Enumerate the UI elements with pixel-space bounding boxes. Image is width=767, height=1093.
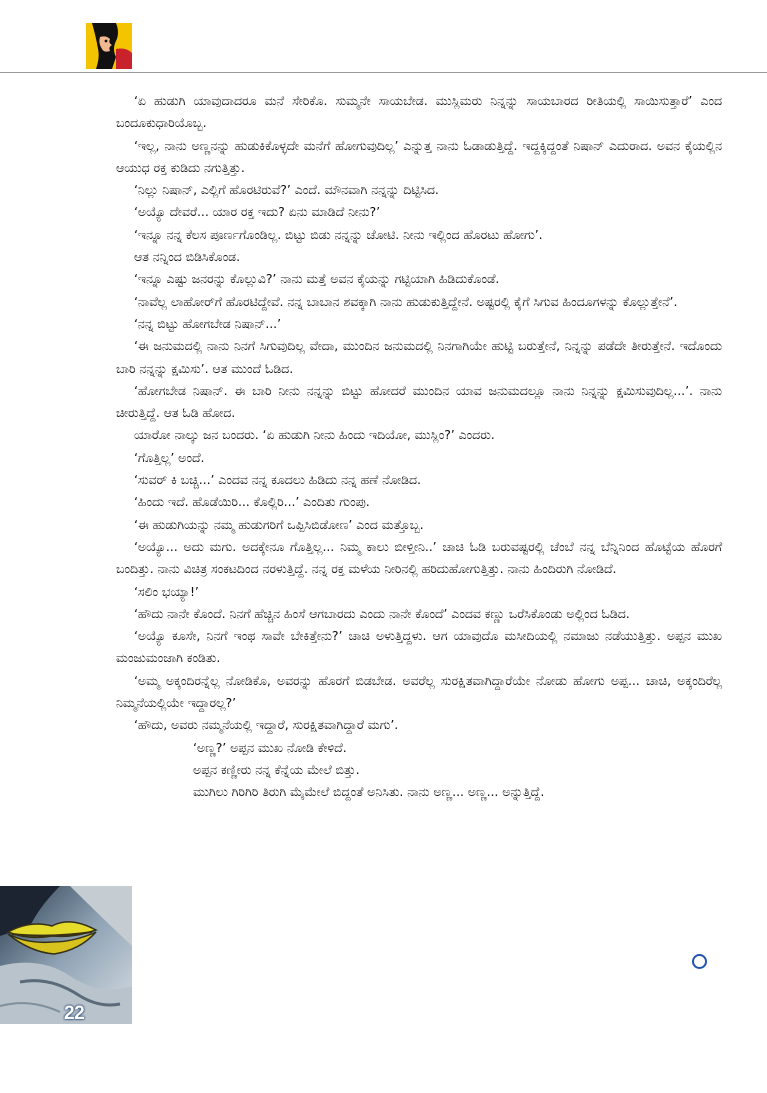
magazine-logo-icon bbox=[86, 23, 132, 69]
paragraph: ‘ಅಯ್ಯೊ... ಅದು ಮಗು. ಅದಕ್ಕೇನೂ ಗೊತ್ತಿಲ್ಲ... ನಿಮ್ಮ ಕಾಲು ಬೀಳ್ತೀನಿ..’ ಚಾಚಿ ಓಡಿ ಬರುವಷ್ಟರಲ್ಲಿ ಚೆಂಬೆ ನನ್ನ ಬೆನ್ನಿನಿಂದ ಹೊಟ್ಟೆಯ ಹೊರಗೆ ಬಂದಿತ್ತು. ನಾನು ವಿಚಿತ್ರ ಸಂಕಟದಿಂದ ನರಳುತ್ತಿದ್ದೆ. ನನ್ನ ರಕ್ತ ಮಳೆಯ ನೀರಿನಲ್ಲಿ ಹರಿದುಹೋಗುತ್ತಿತ್ತು. ನಾನು ಹಿಂದಿರುಗಿ ನೋಡಿದೆ. bbox=[116, 538, 722, 577]
story-body bbox=[116, 90, 722, 804]
paragraph: ‘ಅಯ್ಯೊ ಕೂಸೇ, ನಿನಗೆ ಇಂಥ ಸಾವೇ ಬೇಕಿತ್ತೇನು?’ ಚಾಚಿ ಅಳುತ್ತಿದ್ದಳು. ಆಗ ಯಾವುದೊ ಮಸೀದಿಯಲ್ಲಿ ನಮಾಜು ನಡೆಯುತ್ತಿತ್ತು. ಅಪ್ಪನ ಮುಖ ಮಂಜುಮಂಜಾಗಿ ಕಂಡಿತು. bbox=[116, 628, 722, 666]
paragraph: ‘ನಾವೆಲ್ಲ ಲಾಹೋರ್‌ಗೆ ಹೊರಟಿದ್ದೇವೆ. ನನ್ನ ಬಾಬಾನ ಶವಕ್ಕಾಗಿ ನಾನು ಹುಡುಕುತ್ತಿದ್ದೇನೆ. ಅಷ್ಟರಲ್ಲಿ ಕೈಗೆ ಸಿಗುವ ಹಿಂದೂಗಳನ್ನು ಕೊಲ್ಲುತ್ತೇನೆ’. bbox=[134, 293, 678, 309]
paragraph: ಯಾರೋ ನಾಲ್ಕು ಜನ ಬಂದರು. ‘ಏ ಹುಡುಗಿ ನೀನು ಹಿಂದು ಇದಿಯೋ, ಮುಸ್ಲಿಂ?’ ಎಂದರು. bbox=[134, 427, 495, 443]
paragraph: ‘ಈ ಹುಡುಗಿಯನ್ನು ನಮ್ಮ ಹುಡುಗರಿಗೆ ಒಪ್ಪಿಸಿಬಿಡೋಣ’ ಎಂದ ಮತ್ತೊಬ್ಬ. bbox=[134, 516, 424, 532]
page-number: 22 bbox=[64, 1003, 85, 1024]
closing-line: ‘ಅಣ್ಣ?’ ಅಪ್ಪನ ಮುಖ ನೋಡಿ ಕೇಳಿದೆ. bbox=[193, 739, 347, 755]
paragraph: ‘ನಿಲ್ಲು ನಿಷಾನ್, ಎಲ್ಲಿಗೆ ಹೊರಟಿರುವೆ?’ ಎಂದೆ. ಮೌನವಾಗಿ ನನ್ನನ್ನು ದಿಟ್ಟಿಸಿದ. bbox=[134, 182, 439, 198]
paragraph: ‘ಏ ಹುಡುಗಿ ಯಾವುದಾದರೂ ಮನೆ ಸೇರಿಕೊ. ಸುಮ್ಮನೇ ಸಾಯಬೇಡ. ಮುಸ್ಲಿಮರು ನಿನ್ನನ್ನು ಸಾಯಬಾರದ ರೀತಿಯಲ್ಲಿ ಸಾಯಿಸುತ್ತಾರೆ’ ಎಂದ ಬಂದೂಕುಧಾರಿಯೊಬ್ಬ. bbox=[116, 93, 722, 131]
paragraph: ‘ಇನ್ನೂ ಎಷ್ಟು ಜನರನ್ನು ಕೊಲ್ಲುವಿ?’ ನಾನು ಮತ್ತೆ ಅವನ ಕೈಯನ್ನು ಗಟ್ಟಿಯಾಗಿ ಹಿಡಿದುಕೊಂಡೆ. bbox=[134, 271, 500, 287]
paragraph: ‘ಗೊತ್ತಿಲ್ಲ’ ಅಂದೆ. bbox=[134, 449, 205, 465]
paragraph: ‘ಸಲಿಂ ಭಯ್ಯಾ!’ bbox=[134, 583, 199, 599]
paragraph: ‘ಸುವರ್ ಕಿ ಬಚ್ಚಿ...’ ಎಂದವ ನನ್ನ ಕೂದಲು ಹಿಡಿದು ನನ್ನ ಹಣೆ ನೋಡಿದ. bbox=[134, 472, 421, 488]
closing-line: ಮುಗಿಲು ಗಿರಿಗಿರಿ ತಿರುಗಿ ಮೈಮೇಲೆ ಬಿದ್ದಂತೆ ಅನಿಸಿತು. ನಾನು ಅಣ್ಣ... ಅಣ್ಣ... ಅನ್ನುತ್ತಿದ್ದೆ. bbox=[193, 784, 545, 800]
paragraph: ‘ಇಲ್ಲ, ನಾನು ಅಣ್ಣನನ್ನು ಹುಡುಕಿಕೊಳ್ಳದೇ ಮನೆಗೆ ಹೋಗುವುದಿಲ್ಲ’ ಎನ್ನುತ್ತ ನಾನು ಓಡಾಡುತ್ತಿದ್ದೆ. ಇದ್ದಕ್ಕಿದ್ದಂತೆ ನಿಷಾನ್ ಎದುರಾದ. ಅವನ ಕೈಯಲ್ಲಿನ ಆಯುಧ ರಕ್ತ ಕುಡಿದು ನಗುತ್ತಿತ್ತು. bbox=[116, 137, 722, 175]
closing-line: ಅಪ್ಪನ ಕಣ್ಣೀರು ನನ್ನ ಕೆನ್ನೆಯ ಮೇಲೆ ಬಿತ್ತು. bbox=[193, 761, 360, 777]
paragraph: ‘ಅಯ್ಯೊ ದೇವರೆ... ಯಾರ ರಕ್ತ ಇದು? ಏನು ಮಾಡಿದೆ ನೀನು?’ bbox=[134, 204, 380, 220]
paragraph: ‘ಹೌದು ನಾನೇ ಕೊಂದೆ. ನಿನಗೆ ಹೆಚ್ಚಿನ ಹಿಂಸೆ ಆಗಬಾರದು ಎಂದು ನಾನೇ ಕೊಂದೆ’ ಎಂದವ ಕಣ್ಣು ಒರೆಸಿಕೊಂಡು ಅಲ್ಲಿಂದ ಓಡಿದ. bbox=[134, 605, 630, 621]
paragraph: ‘ನನ್ನ ಬಿಟ್ಟು ಹೋಗಬೇಡ ನಿಷಾನ್...’ bbox=[134, 315, 281, 331]
paragraph: ‘ಹೌದು, ಅವರು ನಮ್ಮನೆಯಲ್ಲಿ ಇದ್ದಾರೆ, ಸುರಕ್ಷಿತವಾಗಿದ್ದಾರೆ ಮಗು’. bbox=[134, 717, 399, 733]
paragraph: ‘ಅಮ್ಮ ಅಕ್ಕಂದಿರನ್ನೆಲ್ಲ ನೋಡಿಕೊ, ಅವರನ್ನು ಹೊರಗೆ ಬಿಡಬೇಡ. ಅವರೆಲ್ಲ ಸುರಕ್ಷಿತವಾಗಿದ್ದಾರೆಯೇ ನೋಡು ಹೋಗು ಅಪ್ಪ... ಚಾಚಿ, ಅಕ್ಕಂದಿರೆಲ್ಲ ನಿಮ್ಮನೆಯಲ್ಲಿಯೇ ಇದ್ದಾರಲ್ಲ?’ bbox=[116, 672, 722, 711]
paragraph: ‘ಹಿಂದು ಇದೆ. ಹೊಡೆಯಿರಿ... ಕೊಲ್ಲಿರಿ...’ ಎಂದಿತು ಗುಂಪು. bbox=[134, 494, 370, 510]
paragraph: ‘ಇನ್ನೂ ನನ್ನ ಕೆಲಸ ಪೂರ್ಣಗೊಂಡಿಲ್ಲ. ಬಿಟ್ಟು ಬಿಡು ನನ್ನನ್ನು ಚೋಟಿ. ನೀನು ಇಲ್ಲಿಂದ ಹೊರಟು ಹೋಗು’. bbox=[134, 226, 543, 242]
story-end-circle-icon bbox=[692, 954, 707, 969]
header-divider bbox=[0, 72, 767, 73]
paragraph: ‘ಈ ಜನುಮದಲ್ಲಿ ನಾನು ನಿನಗೆ ಸಿಗುವುದಿಲ್ಲ ವೇದಾ, ಮುಂದಿನ ಜನುಮದಲ್ಲಿ ನಿನಗಾಗಿಯೇ ಹುಟ್ಟಿ ಬರುತ್ತೇನೆ, ನಿನ್ನನ್ನು ಪಡೆದೇ ತೀರುತ್ತೇನೆ. ಇದೊಂದು ಬಾರಿ ನನ್ನನ್ನು ಕ್ಷಮಿಸು’. ಆತ ಮುಂದೆ ಓಡಿದ. bbox=[116, 338, 722, 376]
paragraph: ‘ಹೋಗಬೇಡ ನಿಷಾನ್. ಈ ಬಾರಿ ನೀನು ನನ್ನನ್ನು ಬಿಟ್ಟು ಹೋದರೆ ಮುಂದಿನ ಯಾವ ಜನುಮದಲ್ಲೂ ನಾನು ನಿನ್ನನ್ನು ಕ್ಷಮಿಸುವುದಿಲ್ಲ...’. ನಾನು ಚೀರುತ್ತಿದ್ದೆ. ಆತ ಓಡಿ ಹೋದ. bbox=[116, 382, 722, 421]
paragraph: ಆತ ನನ್ನಿಂದ ಬಿಡಿಸಿಕೊಂಡ. bbox=[134, 249, 241, 265]
